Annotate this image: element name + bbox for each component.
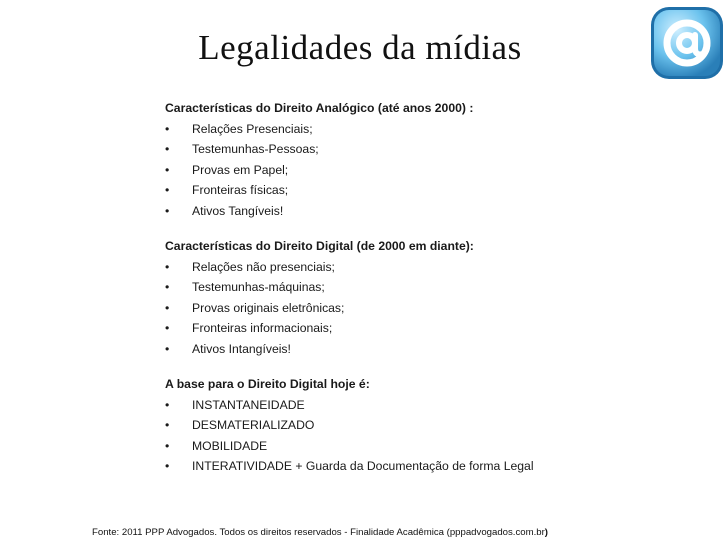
list-item <box>165 415 705 436</box>
list-item-text: Provas em Papel; <box>192 162 289 177</box>
list-item <box>165 160 705 181</box>
section-heading: Características do Direito Digital (de 2000 em diante): <box>165 239 474 253</box>
bullet: • <box>165 300 170 315</box>
section-base <box>165 374 705 477</box>
list-item-text: Fronteiras físicas; <box>192 183 289 197</box>
bullet: • <box>165 321 170 335</box>
list-item-text: Testemunhas-máquinas; <box>192 280 325 294</box>
bullet: • <box>165 438 170 453</box>
list-item <box>165 119 705 140</box>
bullet: • <box>165 259 170 274</box>
section-heading: Características do Direito Analógico (até anos 2000) : <box>165 101 474 115</box>
bullet: • <box>165 280 170 294</box>
list-item <box>165 257 705 278</box>
list-item <box>165 277 705 298</box>
list-item-text: Testemunhas-Pessoas; <box>192 142 319 156</box>
bullet: • <box>165 341 170 356</box>
at-sign-icon <box>648 4 726 82</box>
list-item-text: Provas originais eletrônicas; <box>192 300 345 315</box>
list-item <box>165 318 705 339</box>
bullet: • <box>165 397 170 412</box>
list-item-text: MOBILIDADE <box>192 438 268 453</box>
list-item-text: Ativos Intangíveis! <box>192 341 291 356</box>
list-item-text: Ativos Tangíveis! <box>192 203 284 218</box>
section-heading: A base para o Direito Digital hoje é: <box>165 377 370 391</box>
footer-source <box>92 527 548 538</box>
bullet: • <box>165 183 170 197</box>
section-digital <box>165 236 705 359</box>
list-item-text: INTERATIVIDADE + Guarda da Documentação de forma Legal <box>192 459 534 473</box>
bullet: • <box>165 418 170 432</box>
list-item-text: INSTANTANEIDADE <box>192 397 305 412</box>
slide-title: Legalidades da mídias <box>198 28 522 67</box>
list-item-text: Fronteiras informacionais; <box>192 321 333 335</box>
list-item <box>165 180 705 201</box>
section-analog <box>165 98 705 221</box>
list-item-text: DESMATERIALIZADO <box>192 418 315 432</box>
list-item <box>165 298 705 319</box>
list-item-text: Relações Presenciais; <box>192 121 313 136</box>
list-item <box>165 139 705 160</box>
bullet: • <box>165 459 170 473</box>
footer-text: Fonte: 2011 PPP Advogados. Todos os direitos reservados - Finalidade Acadêmica (pppadvogados.com.br <box>92 527 545 538</box>
bullet: • <box>165 203 170 218</box>
bullet: • <box>165 142 170 156</box>
bullet: • <box>165 121 170 136</box>
list-item-text: Relações não presenciais; <box>192 259 335 274</box>
list-item <box>165 339 705 360</box>
slide-body <box>165 98 705 492</box>
list-item <box>165 395 705 416</box>
list-item <box>165 201 705 222</box>
list-item <box>165 456 705 477</box>
footer-closing-paren: ) <box>544 527 548 538</box>
list-item <box>165 436 705 457</box>
bullet: • <box>165 162 170 177</box>
